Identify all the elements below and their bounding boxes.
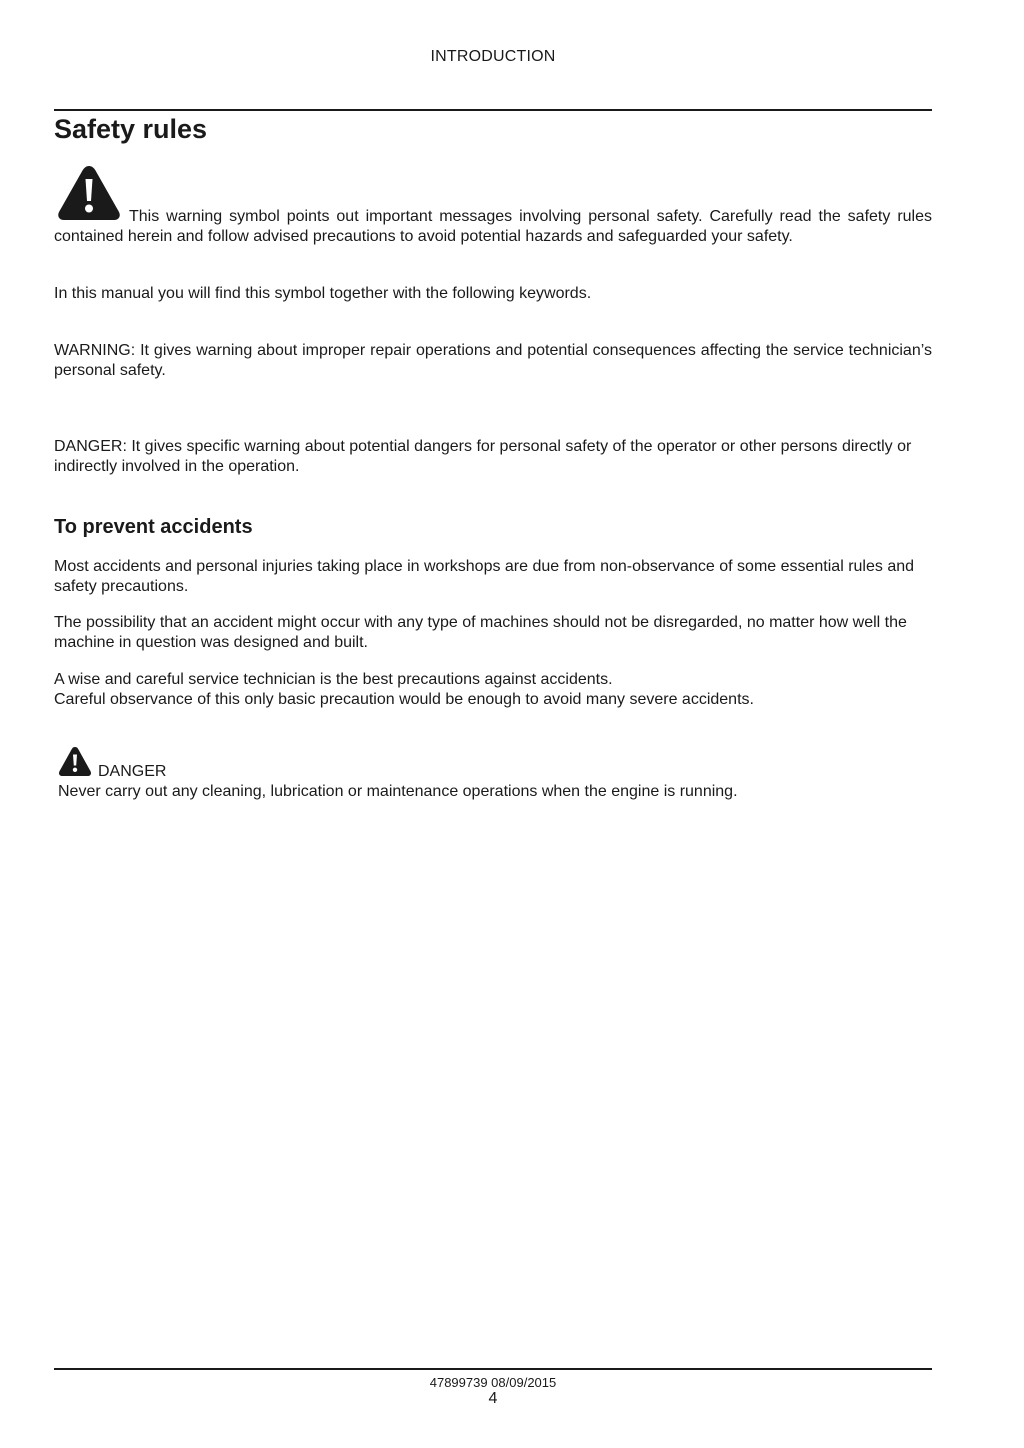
danger-keyword-paragraph: DANGER: It gives specific warning about potential dangers for personal safety of the operator or other persons directly or indirectly involved in the operation. (54, 438, 912, 475)
warning-keyword-paragraph: WARNING: It gives warning about improper repair operations and potential consequences affecting the service technician’s personal safety. (54, 342, 932, 379)
header-divider (54, 109, 932, 111)
accidents-paragraph-1: Most accidents and personal injuries taking place in workshops are due from non-observance of some essential rules and safety precautions. (54, 558, 915, 595)
danger-label: DANGER (98, 763, 167, 780)
danger-notice-text: Never carry out any cleaning, lubrication or maintenance operations when the engine is running. (58, 783, 738, 800)
accidents-paragraph-2: The possibility that an accident might occur with any type of machines should not be disregarded, no matter how well the machine in question was designed and built. (54, 614, 907, 651)
running-header: INTRODUCTION (430, 48, 556, 65)
accidents-paragraph-3-line-2: Careful observance of this only basic precaution would be enough to avoid many severe accidents. (54, 691, 754, 708)
keywords-paragraph: In this manual you will find this symbol together with the following keywords. (54, 285, 592, 302)
section-heading: To prevent accidents (54, 516, 253, 538)
accidents-paragraph-3-line-1: A wise and careful service technician is the best precautions against accidents. (54, 671, 613, 688)
document-reference: 47899739 08/09/2015 (429, 1375, 557, 1390)
warning-symbol-paragraph: This warning symbol points out important messages involving personal safety. Carefully read the safety rules contained herein and follow advised precautions to avoid potential hazards and safeguarded your safety. (54, 208, 932, 245)
footer-divider (54, 1368, 932, 1370)
page-title: Safety rules (54, 114, 208, 144)
warning-triangle-icon (58, 746, 92, 777)
page-number: 4 (488, 1390, 498, 1407)
